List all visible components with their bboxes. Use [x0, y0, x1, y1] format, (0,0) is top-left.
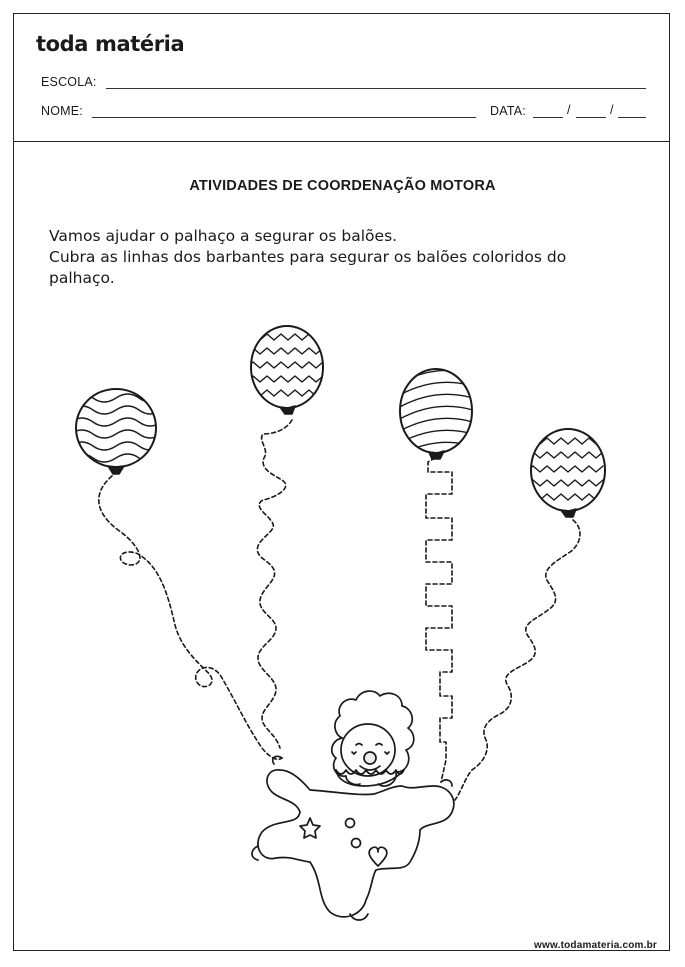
string-square-3: [426, 458, 452, 782]
string-wavy-4: [455, 520, 580, 800]
school-label: ESCOLA:: [41, 75, 97, 89]
date-label: DATA:: [490, 104, 526, 118]
string-loop-1: [99, 476, 282, 759]
instruction-line-1: Vamos ajudar o palhaço a segurar os balões.: [49, 227, 398, 245]
brand-logo: toda matéria: [36, 32, 185, 56]
date-slash-2: /: [610, 103, 614, 117]
date-slash-1: /: [567, 103, 571, 117]
worksheet-title: ATIVIDADES DE COORDENAÇÃO MOTORA: [189, 178, 496, 194]
instruction-line-2: Cubra as linhas dos barbantes para segurar os balões coloridos do: [49, 248, 567, 266]
footer-url[interactable]: www.todamateria.com.br: [534, 940, 657, 951]
name-label: NOME:: [41, 104, 83, 118]
instruction-line-3: palhaço.: [49, 269, 115, 287]
balloon-stripes-icon: [396, 369, 476, 459]
string-wavy-2: [257, 420, 292, 748]
clown-icon: [252, 691, 454, 920]
balloon-waves-icon: [70, 389, 162, 474]
balloon-zigzag-icon-2: [526, 429, 605, 517]
balloon-zigzag-icon: [246, 326, 323, 414]
